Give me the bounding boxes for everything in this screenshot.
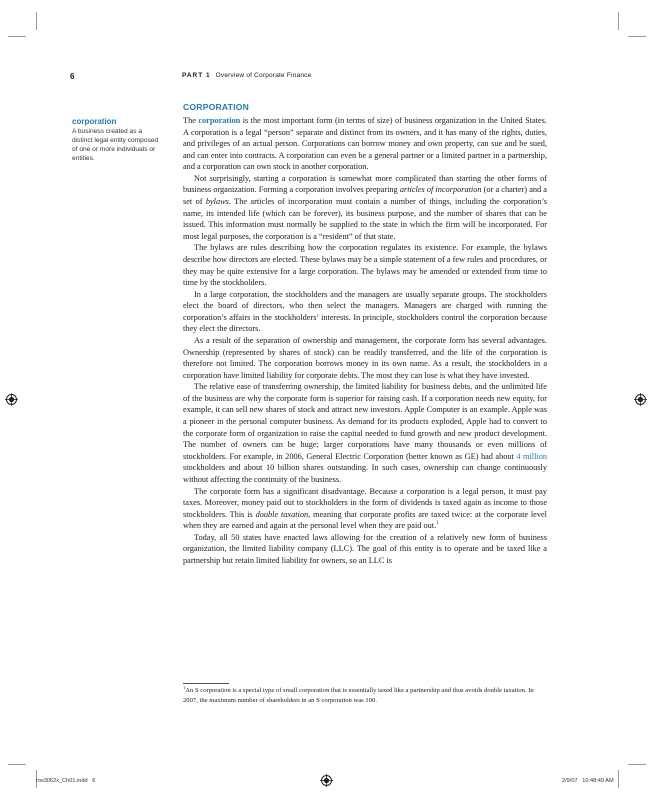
registration-mark-icon [634, 393, 647, 406]
paragraph: As a result of the separation of ownership and management, the corporate form has several advantages. Ownership (represented by shares of stock) can be readily transferred, and the life of the corporation is therefore not limited. The corporation borrows money in its own name. As a result, the stockholders in a corporation have limited liability for corporate debts. The most they can lose is what they have invested. [183, 335, 547, 380]
paragraph: In a large corporation, the stockholders and the managers are usually separate groups. The stockholders elect the board of directors, who then select the managers. Managers are charged with running the corporation’s affairs in the stockholders’ interests. In principle, stockholders control the corporation because they elect the directors. [183, 289, 547, 334]
paragraph: The corporation is the most important form (in terms of size) of business organization in the United States. A corporation is a legal “person” separate and distinct from its owners, and it has many of the rights, duties, and privileges of an actual person. Corporations can borrow money and own property, can sue and be sued, and can enter into contracts. A corporation can even be a general partner or a limited partner in a partnership, and a corporation can own stock in another corporation. [183, 116, 547, 172]
paragraph: Not surprisingly, starting a corporation is somewhat more complicated than starting the other forms of business organization. Forming a corporation involves preparing articles of incorporation (or a charter) and a set of bylaws. The articles of incorporation must contain a number of things, including the corporation’s name, its intended life (which can be forever), its business purpose, and the number of shares that can be issued. This information must normally be supplied to the state in which the firm will be incorporated. For most legal purposes, the corporation is a “resident” of that state. [183, 173, 547, 241]
crop-mark [8, 764, 26, 765]
part-label [182, 72, 311, 79]
page-number: 6 [70, 72, 75, 81]
slug-filename: ros3062x_Ch01.indd 6 [36, 778, 96, 784]
margin-definition-text: A business created as a distinct legal entity composed of one or more individuals or entities. [72, 128, 159, 162]
crop-mark [618, 12, 619, 30]
crop-mark [618, 770, 619, 788]
emphasis: articles of incorporation [399, 185, 482, 195]
crop-mark [628, 764, 646, 765]
emphasis: double taxation [255, 509, 309, 519]
part-number: PART 1 [182, 72, 211, 79]
body-text [183, 115, 547, 567]
crop-mark [8, 36, 26, 37]
crop-mark [36, 12, 37, 30]
paragraph: The relative ease of transferring ownership, the limited liability for business debts, and the unlimited life of the business are why the corporate form is superior for raising cash. If a corporation needs new equity, for example, it can sell new shares of stock and attract new investors. Apple Computer is an example. Apple was a pioneer in the personal computer business. As demand for its products exploded, Apple had to convert to the corporate form of organization to raise the capital needed to fund growth and new product development. The number of owners can be huge; larger corporations have many thousands or even millions of stockholders. For example, in 2006, General Electric Corporation (better known as GE) had about 4 million stockholders and about 10 billion shares outstanding. In such cases, ownership can change continuously without affecting the continuity of the business. [183, 382, 547, 484]
paragraph: The bylaws are rules describing how the corporation regulates its existence. For example, the bylaws describe how directors are elected. These bylaws may be a simple statement of a few rules and procedures, or they may be quite extensive for a large corporation. The bylaws may be amended or extended from time to time by the stockholders. [183, 243, 547, 288]
footnote-text: An S corporation is a special type of small corporation that is essentially taxed like a partnership and thus avoids double taxation. In 2007, the maximum number of shareholders in an S corporation was 100. [183, 687, 534, 704]
footnote-marker: 1 [436, 521, 439, 527]
highlighted-figure: 4 million [516, 451, 547, 461]
slug-timestamp: 2/9/07 10:48:49 AM [562, 778, 614, 784]
part-title: Overview of Corporate Finance [215, 72, 312, 79]
running-header [70, 72, 550, 84]
registration-mark-icon [5, 393, 18, 406]
emphasis: bylaws [205, 197, 229, 207]
crop-mark [628, 36, 646, 37]
paragraph: Today, all 50 states have enacted laws allowing for the creation of a relatively new form of business organization, the limited liability company (LLC). The goal of this entity is to operate and be taxed like a partnership but retain limited liability for owners, so an LLC is [183, 532, 547, 565]
margin-definition [72, 117, 160, 163]
margin-term: corporation [72, 117, 117, 126]
footnote-rule [183, 683, 229, 684]
footnote-number: 1 [183, 684, 186, 690]
registration-mark-icon [320, 774, 333, 787]
footnote [183, 686, 547, 705]
key-term: corporation [198, 116, 241, 125]
section-heading: CORPORATION [183, 102, 250, 112]
paragraph: The corporate form has a significant disadvantage. Because a corporation is a legal person, it must pay taxes. Moreover, money paid out to stockholders in the form of dividends is taxed again as income to those stockholders. This is double taxation, meaning that corporate profits are taxed twice: at the corporate level when they are earned and again at the personal level when they are paid out.$^1$ [183, 486, 547, 531]
